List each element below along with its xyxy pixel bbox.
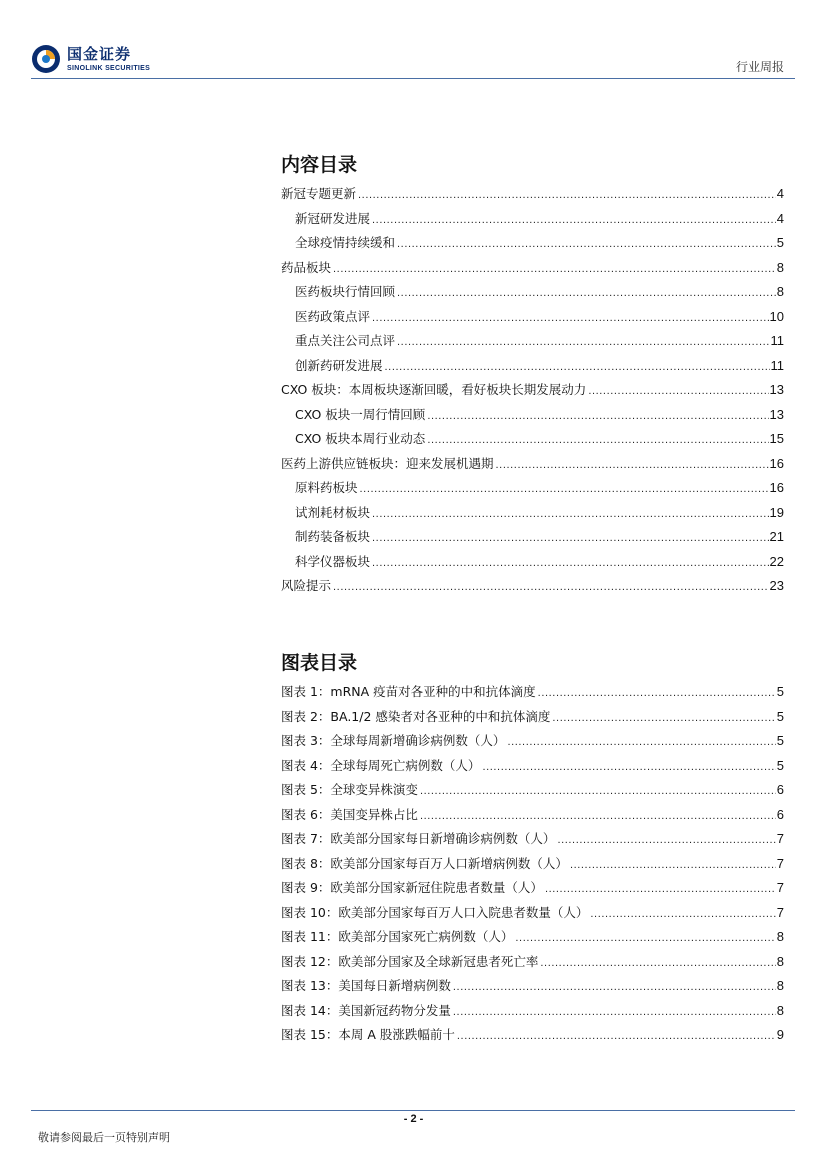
toc-entry-label[interactable]: 医药板块行情回顾: [295, 284, 396, 299]
charts-toc: [281, 648, 784, 1050]
toc-entry[interactable]: [281, 878, 784, 903]
toc-entry-label[interactable]: 图表 3：全球每周新增确诊病例数（人）: [281, 733, 506, 748]
toc-entry-page[interactable]: 19: [769, 504, 784, 520]
toc-entry[interactable]: [281, 854, 784, 879]
toc-entry-label[interactable]: 图表 12：欧美部分国家及全球新冠患者死亡率: [281, 953, 539, 969]
toc-entry-page[interactable]: 8: [776, 953, 784, 969]
toc-leader-dots: [427, 410, 768, 422]
toc-leader-dots: [457, 1030, 776, 1042]
toc-entry[interactable]: [281, 405, 784, 430]
toc-entry[interactable]: [281, 552, 784, 577]
charts-toc-title: 图表目录: [281, 652, 358, 674]
toc-entry-page[interactable]: 5: [776, 757, 784, 773]
toc-entry[interactable]: [281, 429, 784, 454]
toc-entry-page[interactable]: 15: [769, 431, 784, 446]
toc-entry-label[interactable]: 创新药研发进展: [295, 357, 383, 373]
toc-entry-label[interactable]: 图表 10：欧美部分国家每百万人口入院患者数量（人）: [281, 904, 589, 920]
toc-entry-label[interactable]: 重点关注公司点评: [295, 333, 396, 348]
brand-name-cn: 国金证券: [67, 44, 132, 63]
toc-entry[interactable]: [281, 1025, 784, 1050]
toc-entry[interactable]: [281, 952, 784, 977]
toc-entry-page[interactable]: 5: [776, 684, 784, 699]
toc-entry-page[interactable]: 22: [769, 553, 784, 569]
toc-leader-dots: [420, 810, 776, 822]
toc-entry[interactable]: [281, 927, 784, 952]
contents-toc-list: [281, 184, 784, 601]
toc-leader-dots: [538, 687, 776, 699]
toc-entry-label[interactable]: 医药政策点评: [295, 308, 371, 324]
contents-toc: [281, 150, 784, 601]
toc-entry[interactable]: [281, 805, 784, 830]
toc-leader-dots: [397, 287, 776, 299]
toc-leader-dots: [385, 361, 770, 373]
toc-entry[interactable]: [281, 976, 784, 1001]
toc-leader-dots: [482, 761, 775, 773]
toc-leader-dots: [372, 312, 769, 324]
toc-entry[interactable]: [281, 209, 784, 234]
toc-entry-page[interactable]: 8: [776, 1002, 784, 1018]
toc-entry[interactable]: [281, 478, 784, 503]
toc-entry-page[interactable]: 8: [776, 929, 784, 944]
toc-entry-label[interactable]: 图表 4：全球每周死亡病例数（人）: [281, 757, 481, 773]
toc-entry[interactable]: [281, 307, 784, 332]
toc-leader-dots: [420, 785, 776, 797]
toc-leader-dots: [496, 459, 769, 471]
toc-leader-dots: [333, 263, 776, 275]
toc-entry-label[interactable]: 图表 11：欧美部分国家死亡病例数（人）: [281, 929, 514, 944]
toc-entry-label[interactable]: 试剂耗材板块: [295, 504, 371, 520]
toc-entry-label[interactable]: 科学仪器板块: [295, 553, 371, 569]
toc-entry-page[interactable]: 9: [776, 1027, 784, 1042]
toc-entry[interactable]: [281, 503, 784, 528]
header-divider: [31, 78, 795, 79]
toc-entry-label[interactable]: CXO 板块一周行情回顾: [295, 406, 426, 422]
toc-entry-label[interactable]: 全球疫情持续缓和: [295, 235, 396, 250]
toc-entry-label[interactable]: 新冠专题更新: [281, 186, 357, 201]
toc-entry-page[interactable]: 4: [776, 210, 784, 226]
toc-entry-label[interactable]: 原料药板块: [295, 480, 358, 495]
toc-entry-page[interactable]: 5: [776, 235, 784, 250]
toc-entry[interactable]: [281, 527, 784, 552]
toc-entry[interactable]: [281, 903, 784, 928]
toc-leader-dots: [372, 214, 776, 226]
charts-toc-list: [281, 682, 784, 1050]
toc-leader-dots: [507, 736, 775, 748]
toc-entry-label[interactable]: CXO 板块：本周板块逐渐回暖，看好板块长期发展动力: [281, 382, 587, 397]
toc-entry-label[interactable]: 图表 5：全球变异株演变: [281, 782, 418, 797]
toc-entry[interactable]: [281, 576, 784, 601]
toc-entry-label[interactable]: 图表 15：本周 A 股涨跌幅前十: [281, 1027, 455, 1042]
toc-entry[interactable]: [281, 829, 784, 854]
toc-entry-label[interactable]: 图表 9：欧美部分国家新冠住院患者数量（人）: [281, 880, 543, 895]
toc-leader-dots: [360, 483, 769, 495]
toc-entry[interactable]: [281, 258, 784, 283]
toc-entry[interactable]: [281, 356, 784, 381]
toc-entry-page[interactable]: 11: [770, 333, 784, 348]
toc-leader-dots: [545, 883, 776, 895]
footer-disclaimer: 敬请参阅最后一页特别声明: [38, 1131, 170, 1144]
toc-leader-dots: [397, 238, 776, 250]
toc-leader-dots: [590, 908, 775, 920]
toc-entry-label[interactable]: 图表 13：美国每日新增病例数: [281, 978, 451, 993]
toc-entry[interactable]: [281, 184, 784, 209]
toc-entry-page[interactable]: 11: [770, 357, 784, 373]
toc-entry[interactable]: [281, 731, 784, 756]
toc-entry-page[interactable]: 6: [776, 806, 784, 822]
toc-leader-dots: [372, 557, 769, 569]
toc-entry-page[interactable]: 21: [769, 529, 784, 544]
toc-leader-dots: [570, 859, 776, 871]
toc-entry-page[interactable]: 7: [776, 831, 784, 846]
toc-entry-page[interactable]: 5: [776, 733, 784, 748]
toc-entry-label[interactable]: 图表 6：美国变异株占比: [281, 806, 418, 822]
toc-entry-page[interactable]: 7: [776, 855, 784, 871]
contents-toc-title: 内容目录: [281, 154, 358, 176]
toc-entry-label[interactable]: 新冠研发进展: [295, 210, 371, 226]
toc-leader-dots: [557, 834, 775, 846]
toc-entry-page[interactable]: 4: [776, 186, 784, 201]
toc-entry-label[interactable]: 图表 8：欧美部分国家每百万人口新增病例数（人）: [281, 855, 568, 871]
brand-name-en: SINOLINK SECURITIES: [67, 64, 151, 72]
toc-entry[interactable]: [281, 707, 784, 732]
toc-leader-dots: [358, 189, 776, 201]
toc-entry-page[interactable]: 8: [776, 978, 784, 993]
toc-entry-label[interactable]: 图表 14：美国新冠药物分发量: [281, 1002, 451, 1018]
toc-entry-label[interactable]: 药品板块: [281, 259, 332, 275]
page-number: - 2 -: [403, 1113, 424, 1125]
toc-leader-dots: [397, 336, 769, 348]
toc-entry-page[interactable]: 6: [776, 782, 784, 797]
toc-entry-label[interactable]: 图表 7：欧美部分国家每日新增确诊病例数（人）: [281, 831, 556, 846]
toc-entry[interactable]: [281, 780, 784, 805]
toc-entry-label[interactable]: 图表 2：BA.1/2 感染者对各亚种的中和抗体滴度: [281, 708, 551, 724]
toc-entry-page[interactable]: 7: [776, 904, 784, 920]
toc-entry-label[interactable]: 制药装备板块: [295, 529, 371, 544]
toc-entry[interactable]: [281, 756, 784, 781]
footer-divider: [31, 1110, 795, 1111]
toc-entry[interactable]: [281, 233, 784, 258]
toc-leader-dots: [540, 957, 775, 969]
toc-entry[interactable]: [281, 454, 784, 479]
toc-leader-dots: [453, 1006, 776, 1018]
toc-entry-page[interactable]: 5: [776, 708, 784, 724]
toc-entry-page[interactable]: 7: [776, 880, 784, 895]
toc-leader-dots: [588, 385, 768, 397]
sinolink-logo-icon: [31, 44, 61, 74]
toc-leader-dots: [515, 932, 775, 944]
toc-leader-dots: [372, 508, 769, 520]
report-type: 行业周报: [735, 60, 784, 74]
toc-entry-page[interactable]: 8: [776, 284, 784, 299]
toc-entry[interactable]: [281, 1001, 784, 1026]
toc-entry-label[interactable]: 医药上游供应链板块：迎来发展机遇期: [281, 455, 494, 471]
toc-entry[interactable]: [281, 282, 784, 307]
toc-leader-dots: [453, 981, 776, 993]
toc-entry-page[interactable]: 16: [769, 480, 784, 495]
toc-leader-dots: [427, 434, 768, 446]
toc-leader-dots: [372, 532, 769, 544]
toc-entry-page[interactable]: 8: [776, 259, 784, 275]
toc-entry-page[interactable]: 16: [769, 455, 784, 471]
toc-entry-page[interactable]: 13: [769, 406, 784, 422]
toc-entry-label[interactable]: 图表 1：mRNA 疫苗对各亚种的中和抗体滴度: [281, 684, 536, 699]
toc-leader-dots: [552, 712, 775, 724]
toc-entry-page[interactable]: 23: [769, 578, 784, 593]
toc-leader-dots: [333, 581, 769, 593]
toc-entry[interactable]: [281, 380, 784, 405]
toc-entry-label[interactable]: 风险提示: [281, 578, 332, 593]
toc-entry[interactable]: [281, 331, 784, 356]
brand-logo: [31, 44, 150, 74]
toc-entry-page[interactable]: 13: [769, 382, 784, 397]
page-header: [0, 0, 827, 80]
toc-entry-label[interactable]: CXO 板块本周行业动态: [295, 431, 426, 446]
toc-entry[interactable]: [281, 682, 784, 707]
toc-entry-page[interactable]: 10: [769, 308, 784, 324]
